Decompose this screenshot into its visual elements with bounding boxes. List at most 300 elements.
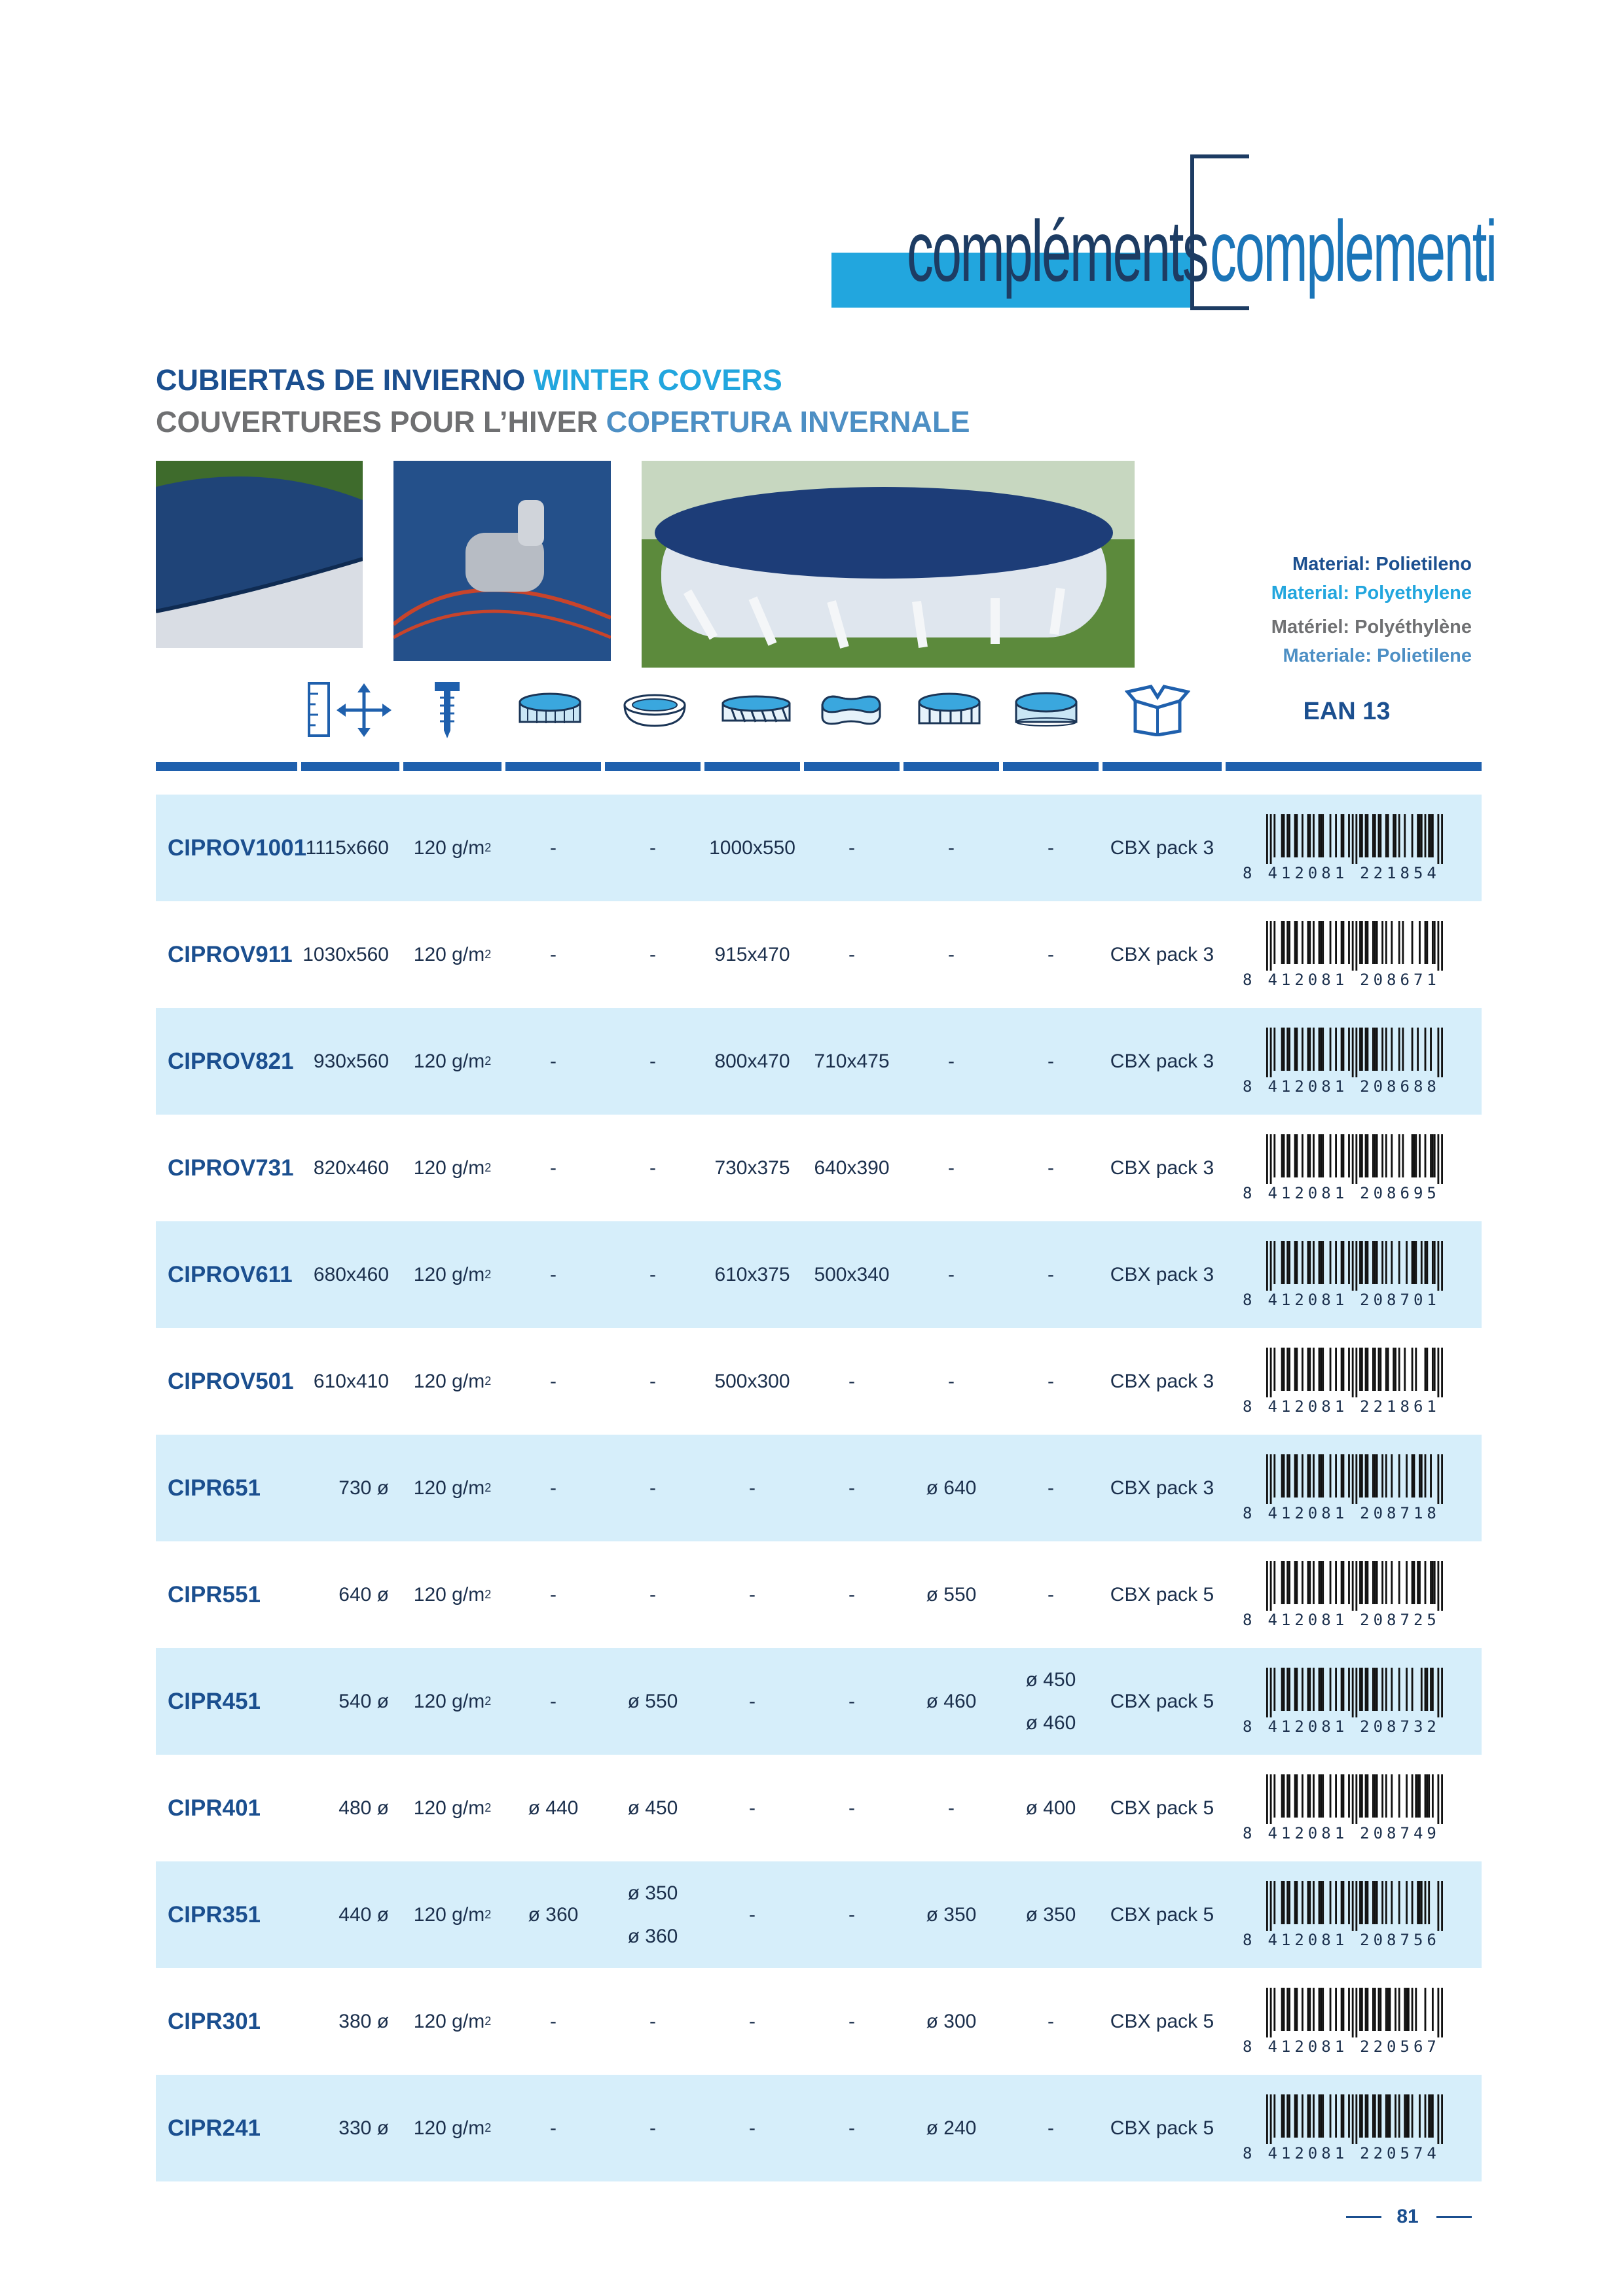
cell-value: - — [550, 943, 556, 965]
barcode-digit-first: 8 — [1243, 2037, 1256, 2056]
cell-dim: 930x560 — [313, 1050, 389, 1072]
cell-value: ø 450 — [1025, 1668, 1076, 1691]
cell-c5 — [903, 1008, 999, 1115]
cell-code: CIPR451 — [168, 1688, 261, 1714]
cell-c4 — [804, 2075, 900, 2181]
cell-code: CIPROV611 — [168, 1261, 293, 1287]
barcode-digits-right: 208688 — [1360, 1077, 1440, 1096]
cell-c1 — [505, 2075, 601, 2181]
cell-c4 — [804, 1648, 900, 1755]
fastening-icon — [424, 681, 470, 740]
barcode-digits-left: 412081 — [1267, 1291, 1349, 1309]
cell-c3 — [704, 1541, 800, 1648]
cell-value: ø 360 — [627, 1925, 678, 1947]
barcode-bars — [1266, 1561, 1443, 1611]
table-row — [156, 1755, 1482, 1861]
weight-superscript: 2 — [484, 1374, 492, 1388]
cell-value: - — [649, 943, 656, 965]
cell-weight — [403, 1328, 501, 1435]
cell-weight — [403, 2075, 501, 2181]
cell-c4 — [804, 1968, 900, 2075]
cell-value: - — [550, 836, 556, 859]
weight-value: 120 g/m — [413, 1690, 485, 1712]
barcode-bars — [1266, 1988, 1443, 2037]
cell-c5 — [903, 2075, 999, 2181]
weight-value: 120 g/m — [413, 1797, 485, 1819]
cell-dim: 680x460 — [313, 1263, 389, 1285]
barcode-digits-right: 221854 — [1360, 864, 1440, 882]
cell-value: - — [1048, 1050, 1054, 1072]
ean-barcode — [1243, 1134, 1459, 1204]
ean-barcode — [1243, 1348, 1459, 1417]
ean-barcode — [1243, 1774, 1459, 1844]
cell-pack: CBX pack 3 — [1110, 1370, 1214, 1392]
barcode-digits-left: 412081 — [1267, 1184, 1349, 1202]
weight-superscript: 2 — [484, 1801, 492, 1814]
cell-c6 — [1003, 1008, 1099, 1115]
barcode-digits-right: 208732 — [1360, 1717, 1440, 1736]
barcode-digit-first: 8 — [1243, 1717, 1256, 1736]
cell-c5 — [903, 1221, 999, 1328]
cell-value: - — [550, 2010, 556, 2032]
cell-value: ø 640 — [926, 1477, 977, 1499]
cell-value: - — [649, 1263, 656, 1285]
header-segment — [605, 762, 701, 771]
cell-value: 710x475 — [814, 1050, 890, 1072]
barcode-digits — [1243, 864, 1446, 882]
cell-value: ø 440 — [528, 1797, 579, 1819]
cell-value: - — [550, 1690, 556, 1712]
header-segment — [1003, 762, 1099, 771]
cell-value: - — [550, 1157, 556, 1179]
cell-c4 — [804, 1328, 900, 1435]
table-row — [156, 1008, 1482, 1115]
cell-value: - — [749, 1477, 756, 1499]
cell-c3 — [704, 1861, 800, 1968]
eight-shape-pool-icon — [818, 681, 884, 740]
cell-c1 — [505, 1968, 601, 2075]
cell-code: CIPR301 — [168, 2008, 261, 2034]
cell-code: CIPR241 — [168, 2115, 261, 2141]
cell-value: - — [550, 1370, 556, 1392]
header-segment — [505, 762, 601, 771]
dimensions-icon — [306, 681, 392, 740]
cell-c5 — [903, 1861, 999, 1968]
cell-c3 — [704, 2075, 800, 2181]
cell-dim: 730 ø — [338, 1477, 389, 1499]
cell-value: - — [848, 943, 855, 965]
cell-value: - — [848, 1370, 855, 1392]
cell-code: CIPR401 — [168, 1795, 261, 1821]
ean-barcode — [1243, 1454, 1459, 1524]
cell-value: 640x390 — [814, 1157, 890, 1179]
cell-value: ø 460 — [1025, 1712, 1076, 1734]
cell-c5 — [903, 1755, 999, 1861]
table-row — [156, 901, 1482, 1008]
cell-c1 — [505, 1115, 601, 1221]
cell-value: - — [1048, 1157, 1054, 1179]
cell-c4 — [804, 1435, 900, 1541]
barcode-digits — [1243, 1717, 1446, 1736]
header-segment — [156, 762, 297, 771]
section-title-line-2 — [156, 407, 970, 437]
barcode-digit-first: 8 — [1243, 1611, 1256, 1629]
ean-label: EAN 13 — [1303, 698, 1391, 725]
ean-barcode — [1243, 814, 1459, 884]
weight-superscript: 2 — [484, 1695, 492, 1708]
cell-value: - — [948, 1263, 955, 1285]
cell-code: CIPR551 — [168, 1581, 261, 1607]
cell-c6 — [1003, 2075, 1099, 2181]
cell-value: - — [848, 836, 855, 859]
photo-cover-edge — [156, 461, 363, 648]
cell-value: - — [1048, 1263, 1054, 1285]
table-header-bar — [156, 762, 1482, 771]
table-row — [156, 1861, 1482, 1968]
cell-c1 — [505, 795, 601, 901]
cell-value: 800x470 — [714, 1050, 790, 1072]
barcode-digits-left: 412081 — [1267, 2144, 1349, 2162]
barcode-digits-right: 208725 — [1360, 1611, 1440, 1629]
cell-c3 — [704, 1648, 800, 1755]
cell-value: - — [848, 1903, 855, 1926]
weight-superscript: 2 — [484, 1054, 492, 1067]
cell-dim: 1030x560 — [302, 943, 389, 965]
cell-value: - — [749, 1903, 756, 1926]
cell-weight — [403, 1648, 501, 1755]
weight-value: 120 g/m — [413, 943, 485, 965]
cell-c3 — [704, 1115, 800, 1221]
photo-covered-pool — [642, 461, 1135, 668]
cell-pack: CBX pack 5 — [1110, 1797, 1214, 1819]
cell-value: - — [1048, 836, 1054, 859]
cell-pack: CBX pack 3 — [1110, 1157, 1214, 1179]
header-segment — [403, 762, 501, 771]
cell-value: ø 350 — [926, 1903, 977, 1926]
section-title-line-1 — [156, 365, 782, 395]
cell-c6 — [1003, 1435, 1099, 1541]
cell-value: - — [749, 2117, 756, 2139]
cell-pack: CBX pack 5 — [1110, 1903, 1214, 1926]
cell-c6 — [1003, 901, 1099, 1008]
barcode-digits — [1243, 1397, 1446, 1416]
barcode-bars — [1266, 1241, 1443, 1291]
cell-value: - — [848, 1477, 855, 1499]
header-segment — [804, 762, 900, 771]
ean-barcode — [1243, 1668, 1459, 1737]
cell-c3 — [704, 1328, 800, 1435]
barcode-digits-right: 208756 — [1360, 1931, 1440, 1949]
cell-weight — [403, 795, 501, 901]
cell-c4 — [804, 1755, 900, 1861]
cell-c2 — [605, 2075, 701, 2181]
cell-value: - — [649, 1583, 656, 1605]
cell-c5 — [903, 795, 999, 901]
cell-value: - — [649, 1370, 656, 1392]
cell-weight — [403, 1861, 501, 1968]
table-row — [156, 1115, 1482, 1221]
cell-value: - — [649, 1157, 656, 1179]
cell-c3 — [704, 795, 800, 901]
cell-value: - — [848, 1797, 855, 1819]
cell-code: CIPROV821 — [168, 1048, 294, 1074]
weight-value: 120 g/m — [413, 1477, 485, 1499]
cell-c2 — [605, 1328, 701, 1435]
cell-c1 — [505, 1008, 601, 1115]
barcode-digits-left: 412081 — [1267, 1397, 1349, 1416]
cell-value: - — [948, 1157, 955, 1179]
round-wood-pool-icon — [917, 681, 982, 740]
title-es: CUBIERTAS DE INVIERNO — [156, 363, 526, 397]
barcode-bars — [1266, 1774, 1443, 1824]
cell-pack: CBX pack 3 — [1110, 1263, 1214, 1285]
material-it: Materiale: Polietilene — [1283, 645, 1472, 666]
cell-value: - — [550, 1050, 556, 1072]
header-segment — [1226, 762, 1482, 771]
cell-pack: CBX pack 5 — [1110, 1583, 1214, 1605]
round-inflatable-pool-icon — [622, 681, 687, 740]
cell-c6 — [1003, 1541, 1099, 1648]
barcode-digits-left: 412081 — [1267, 1931, 1349, 1949]
barcode-digits — [1243, 1931, 1446, 1949]
cell-code: CIPR651 — [168, 1475, 261, 1501]
table-row — [156, 1648, 1482, 1755]
barcode-digits-left: 412081 — [1267, 971, 1349, 989]
barcode-digits — [1243, 1291, 1446, 1309]
cell-c2 — [605, 1648, 701, 1755]
cell-value: - — [848, 2117, 855, 2139]
cell-c5 — [903, 901, 999, 1008]
cell-c4 — [804, 1541, 900, 1648]
barcode-digits-right: 220574 — [1360, 2144, 1440, 2162]
barcode-digits — [1243, 2144, 1446, 2162]
cell-dim: 640 ø — [338, 1583, 389, 1605]
barcode-digits-right: 220567 — [1360, 2037, 1440, 2056]
cell-weight — [403, 1221, 501, 1328]
cell-weight — [403, 1541, 501, 1648]
cell-value: 500x300 — [714, 1370, 790, 1392]
cell-c2 — [605, 1008, 701, 1115]
barcode-digit-first: 8 — [1243, 1184, 1256, 1202]
box-pack-icon — [1125, 681, 1190, 740]
cell-c6 — [1003, 1968, 1099, 2075]
barcode-digits-left: 412081 — [1267, 1717, 1349, 1736]
barcode-digits-right: 221861 — [1360, 1397, 1440, 1416]
barcode-bars — [1266, 1134, 1443, 1184]
cell-value: ø 350 — [627, 1882, 678, 1904]
barcode-digits-left: 412081 — [1267, 2037, 1349, 2056]
barcode-digits-right: 208749 — [1360, 1824, 1440, 1842]
cell-dim: 820x460 — [313, 1157, 389, 1179]
cell-c6 — [1003, 1861, 1099, 1968]
cell-value: 915x470 — [714, 943, 790, 965]
cell-pack: CBX pack 3 — [1110, 1050, 1214, 1072]
cell-c4 — [804, 795, 900, 901]
cell-c6 — [1003, 1648, 1099, 1755]
cell-c6 — [1003, 1221, 1099, 1328]
barcode-digit-first: 8 — [1243, 971, 1256, 989]
cell-c2 — [605, 1435, 701, 1541]
ean-barcode — [1243, 1881, 1459, 1950]
cell-c2 — [605, 795, 701, 901]
cell-dim: 380 ø — [338, 2010, 389, 2032]
table-body — [156, 795, 1482, 2181]
weight-superscript: 2 — [484, 1908, 492, 1921]
barcode-digit-first: 8 — [1243, 1077, 1256, 1096]
cell-c3 — [704, 1221, 800, 1328]
barcode-digits — [1243, 1184, 1446, 1202]
cell-pack: CBX pack 3 — [1110, 1477, 1214, 1499]
cell-value: 610x375 — [714, 1263, 790, 1285]
header-segment — [704, 762, 800, 771]
table-row — [156, 1328, 1482, 1435]
cell-code: CIPROV731 — [168, 1155, 294, 1181]
cell-dim: 610x410 — [313, 1370, 389, 1392]
weight-value: 120 g/m — [413, 2010, 485, 2032]
ean-barcode — [1243, 2094, 1459, 2164]
barcode-digit-first: 8 — [1243, 2144, 1256, 2162]
cell-c3 — [704, 901, 800, 1008]
ean-barcode — [1243, 1988, 1459, 2057]
cell-c2 — [605, 1541, 701, 1648]
cell-c1 — [505, 1328, 601, 1435]
barcode-digits — [1243, 1611, 1446, 1629]
barcode-digits-right: 208695 — [1360, 1184, 1440, 1202]
table-row — [156, 1221, 1482, 1328]
cell-c2 — [605, 1115, 701, 1221]
ean-barcode — [1243, 1561, 1459, 1630]
barcode-bars — [1266, 2094, 1443, 2144]
title-fr: COUVERTURES POUR L’HIVER — [156, 405, 598, 439]
cell-c2 — [605, 1968, 701, 2075]
barcode-digit-first: 8 — [1243, 1291, 1256, 1309]
cell-pack: CBX pack 5 — [1110, 2010, 1214, 2032]
banner-title-it: complementi — [1210, 203, 1496, 299]
cell-c2 — [605, 901, 701, 1008]
cell-c4 — [804, 1221, 900, 1328]
cell-value: 730x375 — [714, 1157, 790, 1179]
cell-value: ø 550 — [926, 1583, 977, 1605]
barcode-bars — [1266, 1348, 1443, 1397]
cell-pack: CBX pack 3 — [1110, 836, 1214, 859]
cell-c6 — [1003, 1755, 1099, 1861]
barcode-digit-first: 8 — [1243, 1397, 1256, 1416]
cell-pack: CBX pack 5 — [1110, 1690, 1214, 1712]
barcode-bars — [1266, 921, 1443, 971]
cell-value: ø 460 — [926, 1690, 977, 1712]
weight-superscript: 2 — [484, 1268, 492, 1281]
cell-weight — [403, 901, 501, 1008]
cell-c4 — [804, 1115, 900, 1221]
weight-superscript: 2 — [484, 1161, 492, 1174]
barcode-digits-right: 208718 — [1360, 1504, 1440, 1522]
barcode-digits — [1243, 1077, 1446, 1096]
product-table — [156, 762, 1482, 2181]
footer-line-right — [1436, 2216, 1472, 2218]
cell-c2 — [605, 1221, 701, 1328]
cell-value: - — [948, 943, 955, 965]
cell-value: ø 300 — [926, 2010, 977, 2032]
cell-c5 — [903, 1541, 999, 1648]
cell-c6 — [1003, 1328, 1099, 1435]
cell-c6 — [1003, 795, 1099, 901]
cell-value: - — [649, 2117, 656, 2139]
banner-title-fr: compléments — [907, 203, 1208, 299]
cell-c5 — [903, 1968, 999, 2075]
weight-value: 120 g/m — [413, 1157, 485, 1179]
barcode-digit-first: 8 — [1243, 864, 1256, 882]
cell-value: - — [749, 2010, 756, 2032]
cell-value: - — [749, 1797, 756, 1819]
cell-weight — [403, 1968, 501, 2075]
barcode-digits — [1243, 2037, 1446, 2056]
cell-value: - — [550, 1477, 556, 1499]
page-number: 81 — [1396, 2206, 1419, 2227]
barcode-bars — [1266, 1881, 1443, 1931]
cell-dim: 1115x660 — [305, 836, 389, 859]
weight-value: 120 g/m — [413, 1263, 485, 1285]
cell-value: - — [1048, 2010, 1054, 2032]
cell-value: - — [848, 1690, 855, 1712]
cell-dim: 540 ø — [338, 1690, 389, 1712]
cell-c3 — [704, 1755, 800, 1861]
cell-pack: CBX pack 5 — [1110, 2117, 1214, 2139]
weight-value: 120 g/m — [413, 2117, 485, 2139]
cell-code: CIPR351 — [168, 1901, 261, 1928]
cell-value: ø 360 — [528, 1903, 579, 1926]
barcode-digits-left: 412081 — [1267, 1611, 1349, 1629]
weight-value: 120 g/m — [413, 836, 485, 859]
cell-value: - — [749, 1583, 756, 1605]
barcode-digit-first: 8 — [1243, 1504, 1256, 1522]
cell-c5 — [903, 1328, 999, 1435]
cell-value: ø 350 — [1025, 1903, 1076, 1926]
cell-code: CIPROV501 — [168, 1368, 294, 1394]
cell-value: 1000x550 — [709, 836, 795, 859]
cell-value: - — [848, 2010, 855, 2032]
cell-value: - — [1048, 2117, 1054, 2139]
ean-barcode — [1243, 1028, 1459, 1097]
weight-superscript: 2 — [484, 1481, 492, 1494]
weight-value: 120 g/m — [413, 1050, 485, 1072]
barcode-digits-left: 412081 — [1267, 1824, 1349, 1842]
cell-c1 — [505, 1221, 601, 1328]
round-frame-pool-icon — [1013, 681, 1079, 740]
barcode-digits-left: 412081 — [1267, 1077, 1349, 1096]
cell-c5 — [903, 1115, 999, 1221]
weight-superscript: 2 — [484, 841, 492, 854]
cell-dim: 330 ø — [338, 2117, 389, 2139]
barcode-digits — [1243, 1504, 1446, 1522]
cell-weight — [403, 1115, 501, 1221]
cell-c4 — [804, 901, 900, 1008]
cell-value: - — [948, 1050, 955, 1072]
cell-c5 — [903, 1648, 999, 1755]
cell-c6 — [1003, 1115, 1099, 1221]
barcode-digits-left: 412081 — [1267, 864, 1349, 882]
cell-c2 — [605, 1755, 701, 1861]
table-row — [156, 1541, 1482, 1648]
barcode-digits-left: 412081 — [1267, 1504, 1349, 1522]
round-steel-pool-icon — [517, 681, 583, 740]
cell-value: - — [550, 2117, 556, 2139]
barcode-digits — [1243, 971, 1446, 989]
cell-c5 — [903, 1435, 999, 1541]
material-es: Material: Polietileno — [1292, 554, 1472, 575]
cell-weight — [403, 1755, 501, 1861]
cell-c4 — [804, 1861, 900, 1968]
weight-value: 120 g/m — [413, 1903, 485, 1926]
